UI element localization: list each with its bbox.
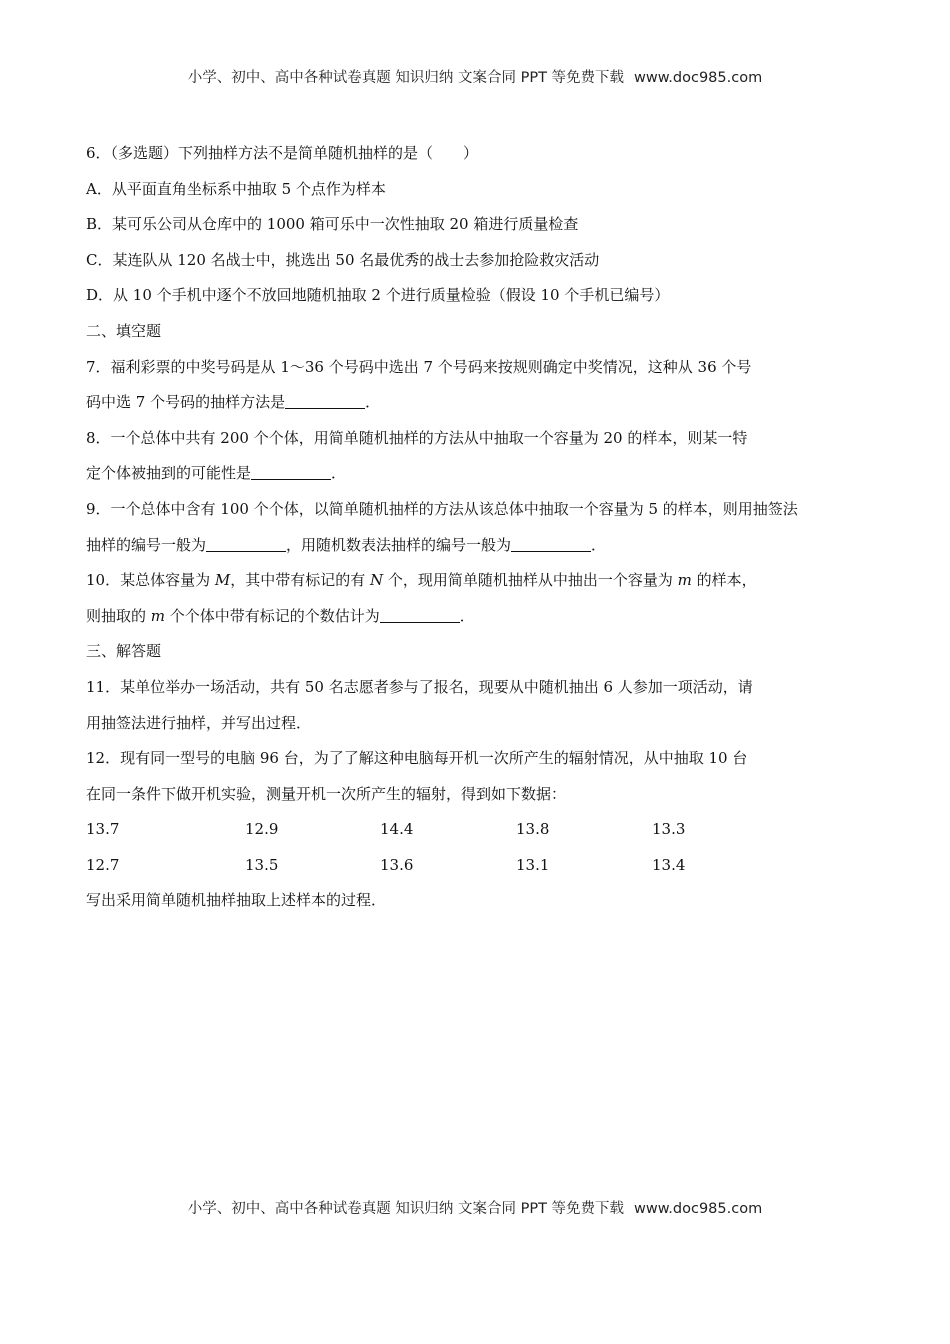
q6-option-c: C．某连队从 120 名战士中，挑选出 50 名最优秀的战士去参加抢险救灾活动	[86, 250, 600, 269]
data-cell: 13.7	[86, 820, 120, 839]
q10-l2a: 则抽取的	[86, 606, 151, 625]
q6-option-b: B．某可乐公司从仓库中的 1000 箱可乐中一次性抽取 20 箱进行质量检查	[86, 215, 579, 234]
footer-text: 小学、初中、高中各种试卷真题 知识归纳 文案合同 PPT 等免费下载	[187, 1201, 625, 1217]
exam-content	[86, 136, 876, 919]
data-cell: 13.8	[516, 820, 550, 839]
section-fill-in-heading: 二、填空题	[86, 321, 162, 340]
data-cell: 13.6	[380, 855, 414, 874]
q10-line2	[86, 599, 876, 635]
q10-l2-var-m: m	[150, 606, 166, 625]
q12-data-row-1	[86, 812, 876, 848]
q9-line2a: 抽样的编号一般为	[86, 535, 207, 554]
data-cell: 13.5	[245, 855, 279, 874]
q8-end: ．	[331, 464, 347, 483]
q8-line2-text: 定个体被抽到的可能性是	[86, 464, 252, 483]
q7-line1: 7．福利彩票的中奖号码是从 1～36 个号码中选出 7 个号码来按规则确定中奖情况，这种从 36 个号	[86, 357, 752, 376]
q12-data-row-2	[86, 848, 876, 884]
q11-line2: 用抽签法进行抽样，并写出过程．	[86, 713, 312, 732]
q7-line2	[86, 385, 876, 421]
q9-line2b: ，用随机数表法抽样的编号一般为	[286, 535, 512, 554]
q10-var-M: M	[214, 571, 231, 590]
q12-line1: 12．现有同一型号的电脑 96 台，为了了解这种电脑每开机一次所产生的辐射情况，从中抽取 10 台	[86, 749, 748, 768]
page-header	[0, 66, 950, 87]
data-cell: 12.9	[245, 820, 279, 839]
q10-p1: 10．某总体容量为	[86, 571, 215, 590]
q10-p4: 的样本，	[691, 571, 757, 590]
header-text: 小学、初中、高中各种试卷真题 知识归纳 文案合同 PPT 等免费下载	[187, 70, 625, 86]
data-cell: 13.3	[652, 820, 686, 839]
q10-line1	[86, 563, 876, 599]
q10-end: ．	[459, 606, 475, 625]
q10-p2: ，其中带有标记的有	[230, 571, 370, 590]
q8-answer-blank	[251, 478, 331, 480]
q8-line1: 8．一个总体中共有 200 个个体，用简单随机抽样的方法从中抽取一个容量为 20 的样本，则某一特	[86, 428, 748, 447]
q6-option-a: A．从平面直角坐标系中抽取 5 个点作为样本	[86, 179, 386, 198]
q10-var-m: m	[677, 571, 692, 590]
header-url[interactable]: www.doc985.com	[634, 70, 763, 86]
q12-last-line: 写出采用简单随机抽样抽取上述样本的过程．	[86, 891, 387, 910]
page-footer	[0, 1197, 950, 1218]
q6-option-d: D．从 10 个手机中逐个不放回地随机抽取 2 个进行质量检验（假设 10 个手机已编号）	[86, 286, 670, 305]
q9-line1: 9．一个总体中含有 100 个个体，以简单随机抽样的方法从该总体中抽取一个容量为 5 的样本，则用抽签法	[86, 499, 798, 518]
q10-p3: 个，现用简单随机抽样从中抽出一个容量为	[383, 571, 678, 590]
section-answer-heading: 三、解答题	[86, 642, 162, 661]
footer-url[interactable]: www.doc985.com	[634, 1201, 763, 1217]
q9-line2	[86, 528, 876, 564]
q6-stem: 6．（多选题）下列抽样方法不是简单随机抽样的是（ ）	[86, 144, 479, 162]
data-cell: 13.1	[516, 855, 550, 874]
data-cell: 12.7	[86, 855, 120, 874]
q7-end: ．	[365, 393, 381, 412]
q7-answer-blank	[285, 407, 365, 409]
q9-end: ．	[591, 535, 607, 554]
data-cell: 14.4	[380, 820, 414, 839]
data-cell: 13.4	[652, 855, 686, 874]
q10-answer-blank	[380, 621, 460, 623]
q11-line1: 11．某单位举办一场活动，共有 50 名志愿者参与了报名，现要从中随机抽出 6 人参加一项活动，请	[86, 677, 753, 696]
q10-l2b: 个个体中带有标记的个数估计为	[165, 606, 380, 625]
q9-answer-blank-2	[511, 550, 591, 552]
q10-var-N: N	[370, 571, 384, 590]
q7-line2-text: 码中选 7 个号码的抽样方法是	[86, 393, 286, 412]
q8-line2	[86, 456, 876, 492]
q12-line2: 在同一条件下做开机实验，测量开机一次所产生的辐射，得到如下数据：	[86, 784, 567, 803]
q9-answer-blank-1	[206, 550, 286, 552]
